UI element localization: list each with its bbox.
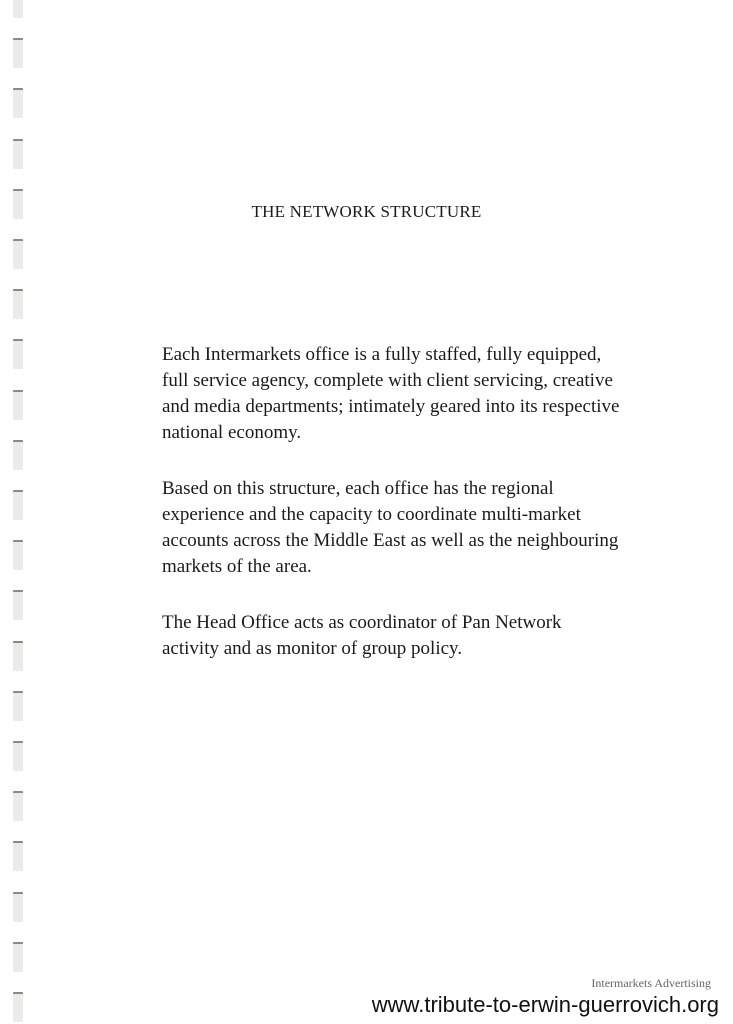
binder-hole <box>13 139 23 169</box>
body-text <box>162 342 622 692</box>
binder-hole <box>13 440 23 470</box>
paragraph: Each Intermarkets office is a fully staffed, fully equipped, full service agency, complete with client servicing, creative and media departments; intimately geared into its respective national economy. <box>162 344 620 443</box>
binder-hole <box>13 88 23 118</box>
paragraph: Based on this structure, each office has the regional experience and the capacity to coordinate multi-market accounts across the Middle East as well as the neighbouring markets of the area. <box>162 478 619 577</box>
page-title <box>0 202 733 222</box>
footer-website: www.tribute-to-erwin-guerrovich.org <box>371 992 719 1017</box>
binder-hole <box>13 540 23 570</box>
binder-hole <box>13 239 23 269</box>
binder-hole <box>13 841 23 871</box>
binder-hole <box>13 942 23 972</box>
binder-hole <box>13 691 23 721</box>
binder-hole <box>13 590 23 620</box>
binder-hole <box>13 992 23 1022</box>
binder-hole <box>13 490 23 520</box>
footer-company: Intermarkets Advertising <box>591 976 711 990</box>
binder-hole <box>13 741 23 771</box>
binder-hole <box>13 390 23 420</box>
binder-hole <box>13 339 23 369</box>
title-text: THE NETWORK STRUCTURE <box>251 202 482 221</box>
binder-hole <box>13 791 23 821</box>
binder-hole <box>13 641 23 671</box>
binder-hole <box>13 289 23 319</box>
binder-hole <box>13 38 23 68</box>
binder-hole <box>13 0 23 18</box>
binder-hole <box>13 892 23 922</box>
paragraph: The Head Office acts as coordinator of Pan Network activity and as monitor of group policy. <box>162 612 562 659</box>
